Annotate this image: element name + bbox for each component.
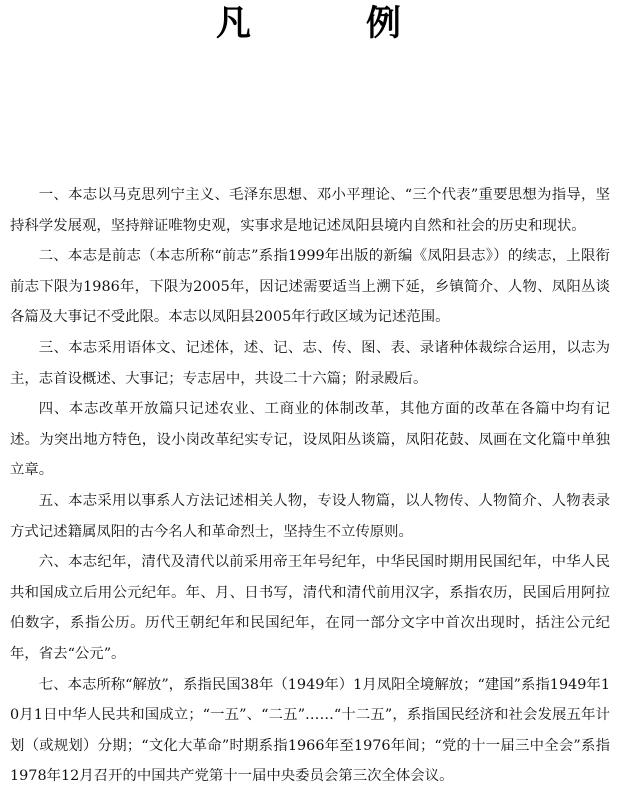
document-body bbox=[10, 180, 610, 792]
paragraph-style-structure: 三、本志采用语体文、记述体，述、记、志、传、图、表、录诸种体裁综合运用，以志为主，志首设概述、大事记；专志居中，共设二十六篇；附录殿后。 bbox=[10, 339, 610, 387]
paragraph-guiding-ideology: 一、本志以马克思列宁主义、毛泽东思想、邓小平理论、“三个代表”重要思想为指导，坚持科学发展观，坚持辩证唯物史观，实事求是地记述凤阳县境内自然和社会的历史和现状。 bbox=[10, 187, 610, 234]
paragraph-terms-definition: 七、本志所称“解放”，系指民国38年（1949年）1月凤阳全境解放；“建国”系指1949年10月1日中华人民共和国成立；“一五”、“二五”……“十二五”，系指国民经济和社会发展五年计划（或规划）分期；“文化大革命”时期系指1966年至1976年间；“党的十一届三中全会”系指1978年12月召开的中国共产党第十一届中央委员会第三次全体会议。 bbox=[10, 676, 610, 785]
paragraph-time-scope: 二、本志是前志（本志所称“前志”系指1999年出版的新编《凤阳县志》）的续志，上限衔前志下限为1986年，下限为2005年，因记述需要适当上溯下延，乡镇简介、人物、凤阳丛谈各篇及大事记不受此限。本志以凤阳县2005年行政区域为记述范围。 bbox=[10, 248, 610, 326]
paragraph-reform-chapter: 四、本志改革开放篇只记述农业、工商业的体制改革，其他方面的改革在各篇中均有记述。为突出地方特色，设小岗改革纪实专记，设凤阳丛谈篇，凤阳花鼓、凤画在文化篇中单独立章。 bbox=[10, 401, 610, 479]
paragraph-dating-rules: 六、本志纪年，清代及清代以前采用帝王年号纪年，中华民国时期用民国纪年，中华人民共和国成立后用公元纪年。年、月、日书写，清代和清代前用汉字，系指农历，民国后用阿拉伯数字，系指公历。历代王朝纪年和民国纪年，在同一部分文字中首次出现时，括注公元纪年，省去“公元”。 bbox=[10, 554, 610, 662]
paragraph-biographies: 五、本志采用以事系人方法记述相关人物，专设人物篇，以人物传、人物简介、人物表录方式记述籍属凤阳的古今名人和革命烈士，坚持生不立传原则。 bbox=[10, 492, 610, 540]
page-title: 凡 例 bbox=[215, 4, 441, 44]
